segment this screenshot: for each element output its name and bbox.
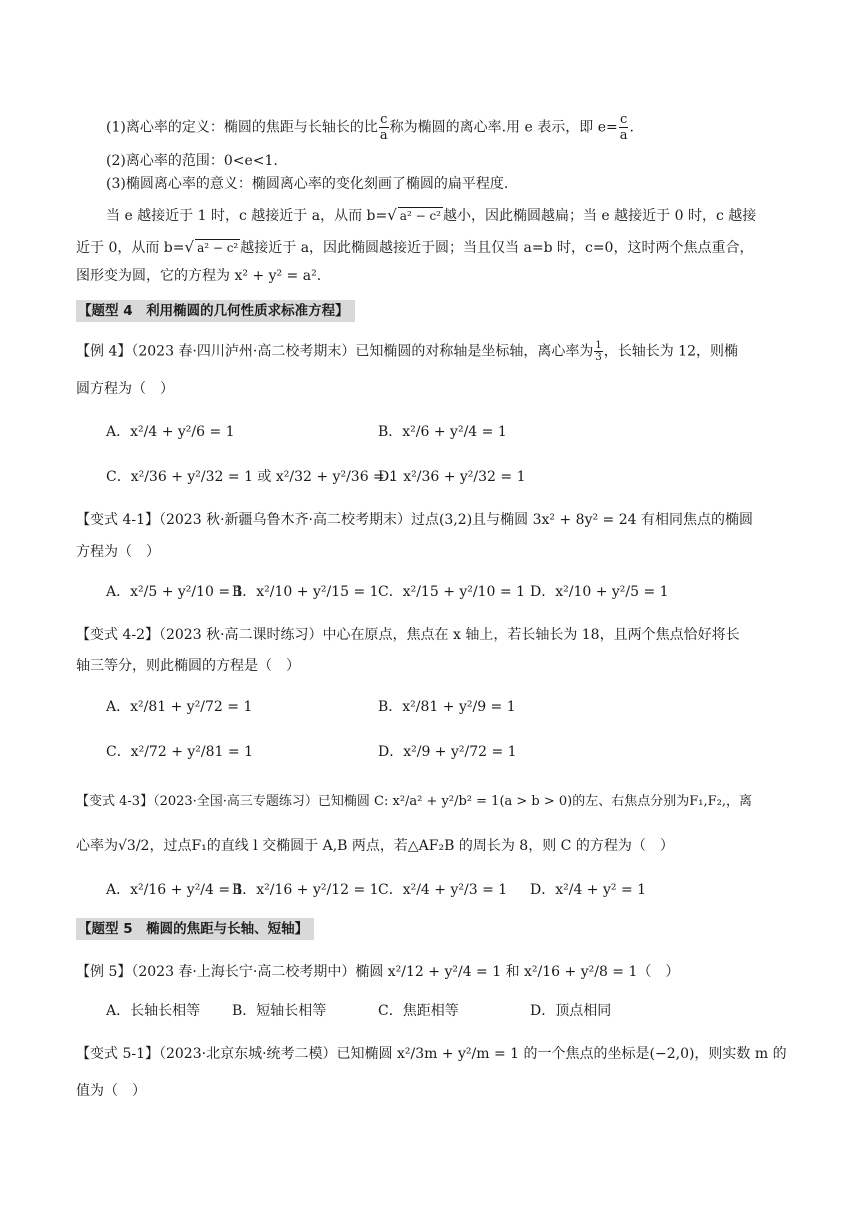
sqrt-expression: a² − c² bbox=[197, 241, 239, 255]
intro-text: (1)离心率的定义：椭圆的焦距与长轴长的比 bbox=[106, 119, 378, 136]
variant-4-1-option-d: D．x²/10 + y²/5 = 1 bbox=[530, 584, 669, 600]
variant-4-3-option-d: D．x²/4 + y² = 1 bbox=[530, 882, 647, 898]
section-4-heading: 【题型 4 利用椭圆的几何性质求标准方程】 bbox=[76, 300, 355, 322]
example-5-line: 【例 5】（2023 春·上海长宁·高二校考期中）椭圆 x²/12 + y²/4 = 1 和 x²/16 + y²/8 = 1（ ） bbox=[76, 964, 680, 980]
example-4-option-c: C．x²/36 + y²/32 = 1 或 x²/32 + y²/36 = 1 bbox=[106, 469, 399, 485]
intro-text: . bbox=[629, 119, 634, 136]
variant-4-3-option-c: C．x²/4 + y²/3 = 1 bbox=[378, 882, 508, 898]
sqrt-expression: a² − c² bbox=[399, 209, 441, 223]
section-5-heading: 【题型 5 椭圆的焦距与长轴、短轴】 bbox=[76, 918, 314, 940]
fraction: $\frac{1}{3}$ bbox=[595, 340, 602, 363]
variant-4-2-option-c: C．x²/72 + y²/81 = 1 bbox=[106, 744, 253, 760]
intro-line-1 bbox=[106, 112, 634, 143]
fraction: $\frac{c}{a}$ bbox=[619, 112, 628, 143]
variant-5-1-line-2: 值为（ ） bbox=[76, 1083, 146, 1099]
intro-line-6: 图形变为圆，它的方程为 x² + y² = a². bbox=[76, 268, 322, 284]
variant-4-2-line-2: 轴三等分，则此椭圆的方程是（ ） bbox=[76, 658, 300, 674]
variant-4-3-option-a: A．x²/16 + y²/4 = 1 bbox=[106, 882, 244, 898]
example-5-option-a: A．长轴长相等 bbox=[106, 1003, 201, 1019]
intro-line-4: 当 e 越接近于 1 时，c 越接近于 a，从而 b=√ a² − c² 越小，因此椭圆越扁；当 e 越接近于 0 时，c 越接 bbox=[106, 206, 757, 224]
variant-4-3-line-1: 【变式 4-3】（2023·全国·高三专题练习）已知椭圆 C: x²/a² + y²/b² = 1(a > b > 0)的左、右焦点分别为F₁,F₂,，离 bbox=[76, 794, 752, 809]
variant-4-3-line-2: 心率为√3/2，过点F₁的直线 l 交椭圆于 A,B 两点，若△AF₂B 的周长为 8，则 C 的方程为（ ） bbox=[76, 838, 674, 854]
intro-line-5: 近于 0，从而 b=√ a² − c² 越接近于 a，因此椭圆越接近于圆；当且仅当 a=b 时，c=0，这时两个焦点重合， bbox=[76, 238, 754, 256]
variant-4-2-option-d: D．x²/9 + y²/72 = 1 bbox=[378, 744, 517, 760]
variant-4-1-line-2: 方程为（ ） bbox=[76, 544, 160, 560]
intro-line-3: (3)椭圆离心率的意义：椭圆离心率的变化刻画了椭圆的扁平程度. bbox=[106, 176, 509, 192]
variant-4-1-option-c: C．x²/15 + y²/10 = 1 bbox=[378, 584, 525, 600]
example-4-option-a: A．x²/4 + y²/6 = 1 bbox=[106, 424, 235, 440]
sqrt-sign: √ bbox=[184, 238, 195, 256]
variant-4-1-option-b: B．x²/10 + y²/15 = 1 bbox=[232, 584, 379, 600]
sqrt-sign: √ bbox=[387, 206, 397, 224]
example-4-option-b: B．x²/6 + y²/4 = 1 bbox=[378, 424, 507, 440]
example-4-option-d: D．x²/36 + y²/32 = 1 bbox=[378, 469, 526, 485]
example-5-option-b: B．短轴长相等 bbox=[232, 1003, 327, 1019]
example-5-option-d: D．顶点相同 bbox=[530, 1003, 612, 1019]
intro-text: 称为椭圆的离心率.用 e 表示，即 e= bbox=[389, 119, 618, 136]
variant-4-2-option-a: A．x²/81 + y²/72 = 1 bbox=[106, 699, 253, 715]
example-4-line-1: 【例 4】（2023 春·四川泸州·高二校考期末）已知椭圆的对称轴是坐标轴，离心率为 $\frac{1}{3}$ ，长轴长为 12，则椭 bbox=[76, 340, 738, 363]
variant-4-1-option-a: A．x²/5 + y²/10 = 1 bbox=[106, 584, 244, 600]
variant-4-2-line-1: 【变式 4-2】（2023 秋·高二课时练习）中心在原点，焦点在 x 轴上，若长轴长为 18，且两个焦点恰好将长 bbox=[76, 627, 740, 643]
variant-4-3-option-b: B．x²/16 + y²/12 = 1 bbox=[232, 882, 379, 898]
example-4-line-2: 圆方程为（ ） bbox=[76, 381, 174, 397]
intro-line-2: (2)离心率的范围：0<e<1. bbox=[106, 153, 278, 169]
example-5-option-c: C．焦距相等 bbox=[378, 1003, 459, 1019]
variant-4-1-line-1: 【变式 4-1】（2023 秋·新疆乌鲁木齐·高二校考期末）过点(3,2)且与椭圆 3x² + 8y² = 24 有相同焦点的椭圆 bbox=[76, 512, 753, 528]
variant-4-2-option-b: B．x²/81 + y²/9 = 1 bbox=[378, 699, 516, 715]
fraction: $\frac{c}{a}$ bbox=[379, 112, 388, 143]
variant-5-1-line-1: 【变式 5-1】（2023·北京东城·统考二模）已知椭圆 x²/3m + y²/m = 1 的一个焦点的坐标是(−2,0)，则实数 m 的 bbox=[76, 1046, 787, 1062]
